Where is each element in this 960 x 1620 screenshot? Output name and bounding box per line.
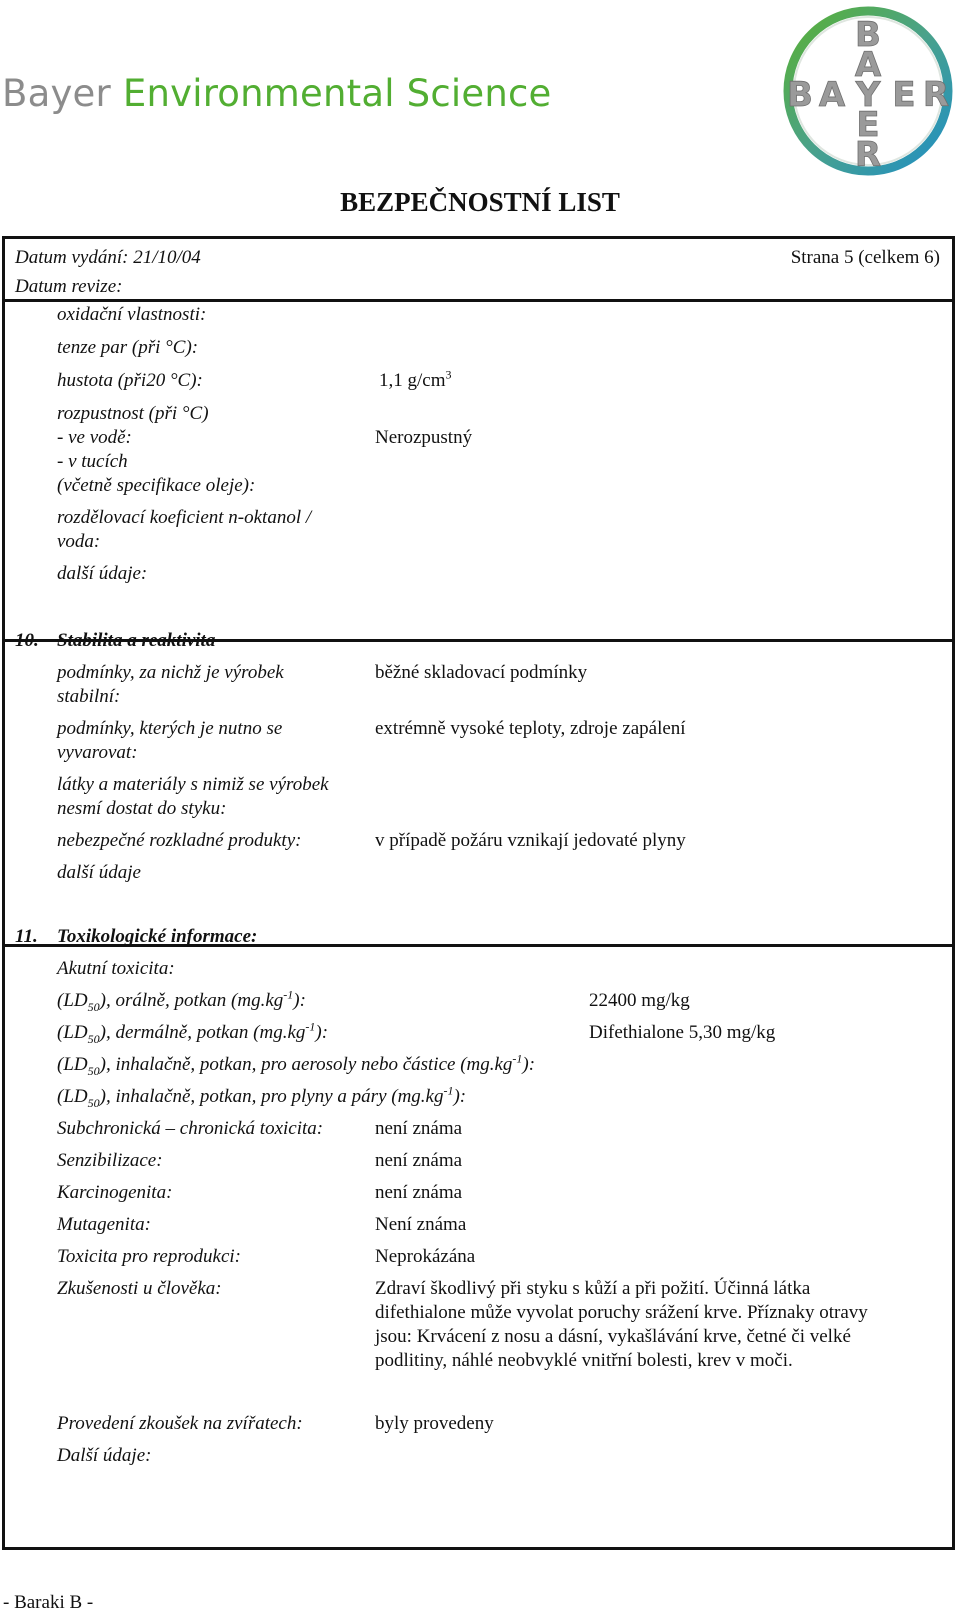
- revision-date: Datum revize:: [15, 276, 123, 297]
- fat-solubility-label: - v tucích: [57, 451, 128, 472]
- other-data-label: další údaje: [57, 862, 141, 883]
- unit-exponent: -1: [305, 1019, 316, 1034]
- issue-date: Datum vydání: 21/10/04: [15, 247, 201, 268]
- unit-exponent: -1: [443, 1083, 454, 1098]
- ld-suffix: ):: [453, 1086, 467, 1107]
- ld-subscript: 50: [87, 1095, 100, 1110]
- ld-prefix: (LD: [57, 990, 88, 1011]
- density-label: hustota (při20 °C):: [57, 370, 203, 391]
- density-number: 1,1 g/cm: [379, 370, 446, 391]
- ld-dermal-text: ), dermálně, potkan (mg.kg: [99, 1022, 306, 1043]
- sensitization-value: není známa: [375, 1150, 463, 1171]
- svg-text:E: E: [856, 105, 880, 145]
- decomposition-products-value: v případě požáru vznikají jedovaté plyny: [375, 830, 686, 851]
- svg-text:A: A: [854, 45, 882, 85]
- vapor-pressure-label: tenze par (při °C):: [57, 337, 199, 358]
- density-unit-exponent: 3: [445, 367, 452, 382]
- ld50-inhal-aerosol-label: [57, 1052, 535, 1077]
- ld50-dermal-label: [57, 1020, 328, 1045]
- incompatible-materials-label-2: nesmí dostat do styku:: [57, 798, 227, 819]
- product-footer: - Baraki B -: [3, 1592, 94, 1613]
- ld-subscript: 50: [87, 999, 100, 1014]
- ld-prefix: (LD: [57, 1086, 88, 1107]
- human-experience-line-2: difethialone může vyvolat poruchy srážení krve. Příznaky otravy: [375, 1302, 868, 1323]
- avoid-conditions-label-1: podmínky, kterých je nutno se: [57, 718, 283, 739]
- ld-inhal-aerosol-text: ), inhalačně, potkan, pro aerosoly nebo částice (mg.kg: [99, 1054, 513, 1075]
- ld-inhal-gas-text: ), inhalačně, potkan, pro plyny a páry (mg.kg: [99, 1086, 444, 1107]
- reproductive-toxicity-label: Toxicita pro reprodukci:: [57, 1246, 241, 1267]
- partition-coefficient-label-2: voda:: [57, 531, 101, 552]
- document-title: [0, 187, 960, 218]
- svg-text:E: E: [892, 75, 916, 115]
- other-data-label: další údaje:: [57, 563, 148, 584]
- svg-text:A: A: [818, 75, 846, 115]
- ld-subscript: 50: [87, 1063, 100, 1078]
- company-name-bayer: Bayer: [2, 72, 123, 115]
- stable-conditions-label-2: stabilní:: [57, 686, 121, 707]
- subchronic-toxicity-label: Subchronická – chronická toxicita:: [57, 1118, 324, 1139]
- mutagenicity-label: Mutagenita:: [57, 1214, 151, 1235]
- ld50-inhal-gas-label: [57, 1084, 466, 1109]
- section-10-title: Stabilita a reaktivita: [57, 630, 216, 651]
- company-name-division: Environmental Science: [122, 72, 552, 115]
- animal-testing-label: Provedení zkoušek na zvířatech:: [57, 1413, 303, 1434]
- ld-suffix: ):: [315, 1022, 329, 1043]
- human-experience-line-3: jsou: Krvácení z nosu a dásní, vykašlávání krve, četné či velké: [375, 1326, 851, 1347]
- partition-coefficient-label-1: rozdělovací koeficient n-oktanol /: [57, 507, 312, 528]
- avoid-conditions-value: extrémně vysoké teploty, zdroje zapálení: [375, 718, 686, 739]
- section-9-box: [2, 302, 955, 642]
- ld-prefix: (LD: [57, 1022, 88, 1043]
- bayer-cross-logo: [781, 4, 955, 178]
- other-data-label: Další údaje:: [57, 1445, 152, 1466]
- human-experience-line-4: podlitiny, náhlé neobvyklé vnitřní bolesti, krev v moči.: [375, 1350, 793, 1371]
- subchronic-toxicity-value: není známa: [375, 1118, 463, 1139]
- carcinogenicity-value: není známa: [375, 1182, 463, 1203]
- section-11-title: Toxikologické informace:: [57, 926, 258, 947]
- oxidizing-label: oxidační vlastnosti:: [57, 304, 207, 325]
- svg-text:B: B: [855, 15, 881, 55]
- section-11-box: [2, 926, 955, 1550]
- human-experience-line-1: Zdraví škodlivý při styku s kůží a při požití. Účinná látka: [375, 1278, 811, 1299]
- avoid-conditions-label-2: vyvarovat:: [57, 742, 138, 763]
- mutagenicity-value: Není známa: [375, 1214, 467, 1235]
- sensitization-label: Senzibilizace:: [57, 1150, 163, 1171]
- decomposition-products-label: nebezpečné rozkladné produkty:: [57, 830, 302, 851]
- ld-subscript: 50: [87, 1031, 100, 1046]
- ld50-oral-label: [57, 988, 306, 1013]
- acute-toxicity-label: Akutní toxicita:: [57, 958, 175, 979]
- stable-conditions-label-1: podmínky, za nichž je výrobek: [57, 662, 284, 683]
- ld-suffix: ):: [293, 990, 306, 1011]
- stable-conditions-value: běžné skladovací podmínky: [375, 662, 588, 683]
- oil-spec-label: (včetně specifikace oleje):: [57, 475, 256, 496]
- human-experience-label: Zkušenosti u člověka:: [57, 1278, 222, 1299]
- water-solubility-value: Nerozpustný: [375, 427, 473, 448]
- svg-text:Y: Y: [855, 75, 881, 115]
- density-value: [379, 368, 452, 393]
- svg-text:B: B: [787, 75, 813, 115]
- solubility-label: rozpustnost (při °C): [57, 403, 209, 424]
- section-11-number: 11.: [15, 926, 38, 947]
- ld-suffix: ):: [522, 1054, 536, 1075]
- svg-text:R: R: [854, 135, 882, 175]
- ld50-dermal-value: Difethialone 5,30 mg/kg: [589, 1022, 776, 1043]
- incompatible-materials-label-1: látky a materiály s nimiž se výrobek: [57, 774, 329, 795]
- company-name: [2, 72, 552, 115]
- water-solubility-label: - ve vodě:: [57, 427, 132, 448]
- document-header-box: [2, 236, 955, 302]
- carcinogenicity-label: Karcinogenita:: [57, 1182, 173, 1203]
- unit-exponent: -1: [512, 1051, 523, 1066]
- section-10-number: 10.: [15, 630, 39, 651]
- document-title-text: BEZPEČNOSTNÍ LIST: [340, 187, 620, 217]
- section-10-box: [2, 630, 955, 947]
- unit-exponent: -1: [283, 987, 294, 1002]
- page-info: Strana 5 (celkem 6): [790, 247, 940, 268]
- ld-prefix: (LD: [57, 1054, 88, 1075]
- ld-oral-text: ), orálně, potkan (mg.kg: [99, 990, 284, 1011]
- ld50-oral-value: 22400 mg/kg: [589, 990, 690, 1011]
- animal-testing-value: byly provedeny: [375, 1413, 494, 1434]
- svg-text:R: R: [922, 75, 950, 115]
- reproductive-toxicity-value: Neprokázána: [375, 1246, 476, 1267]
